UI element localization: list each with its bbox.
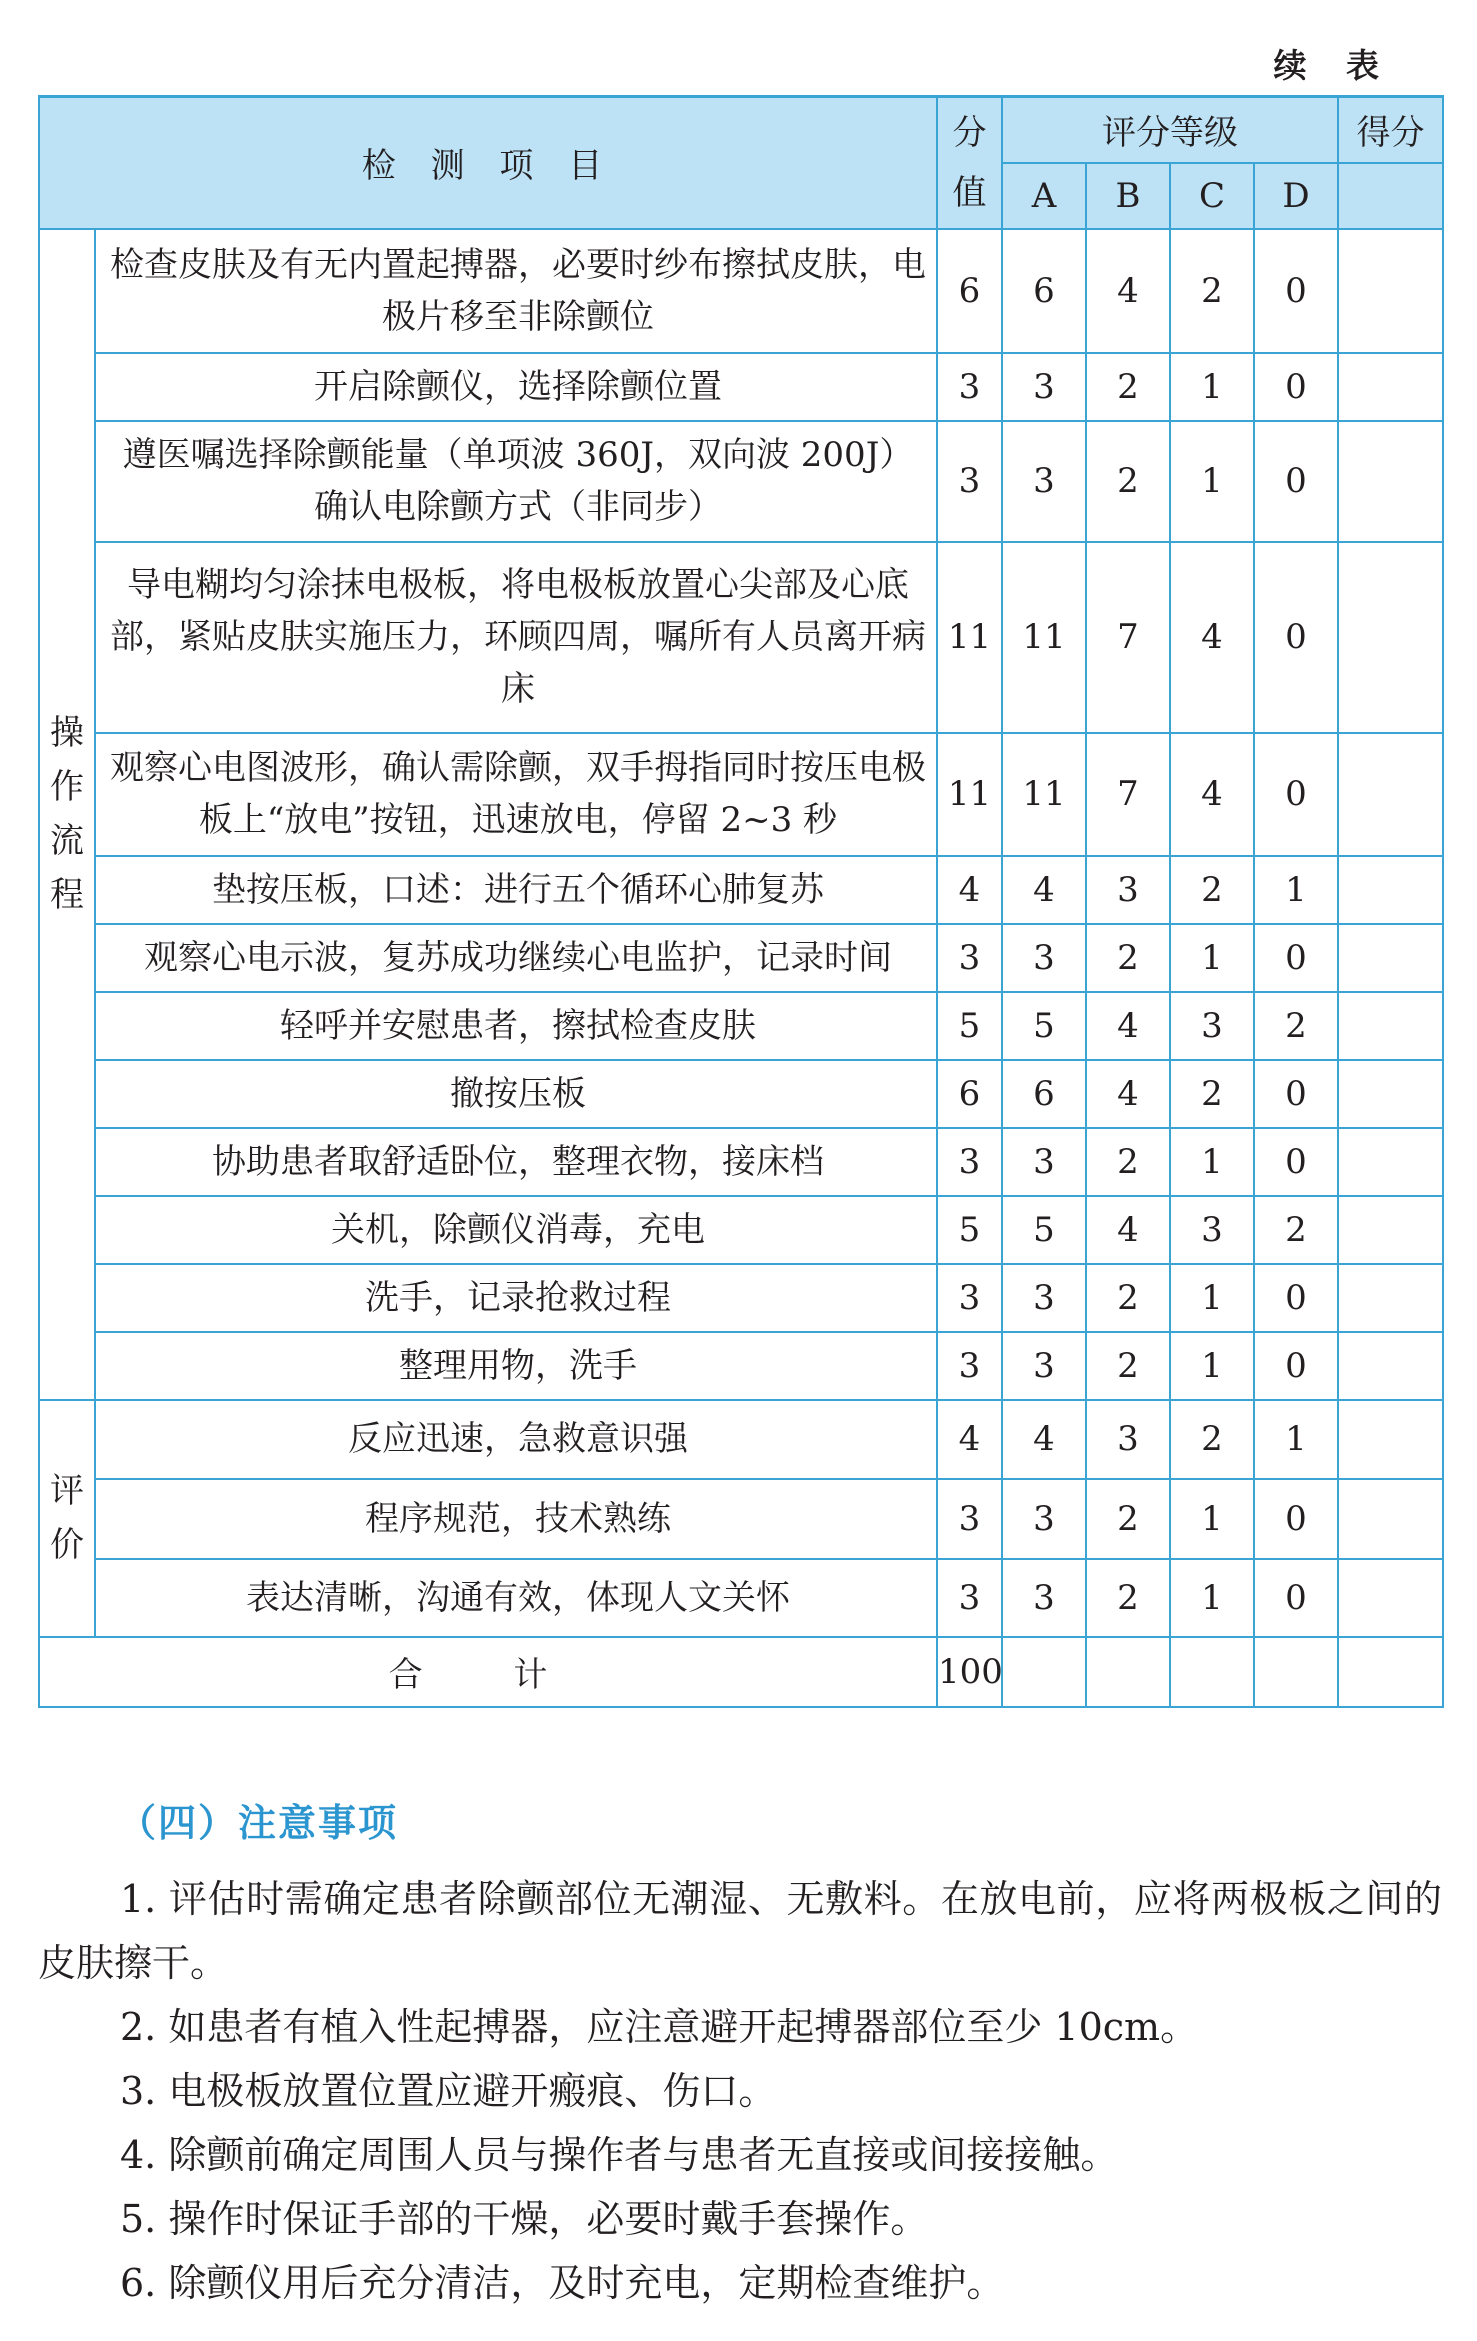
header-item: 检 测 项 目	[39, 97, 937, 229]
row-value: 11	[937, 733, 1002, 856]
table-body	[39, 229, 1443, 1707]
header-grade-group: 评分等级	[1002, 97, 1338, 163]
total-blank-cell	[1086, 1637, 1170, 1707]
row-score-cell	[1338, 542, 1443, 733]
total-label: 合 计	[39, 1637, 937, 1707]
category-operation: 操 作 流 程	[39, 229, 95, 1400]
note-item: 5. 操作时保证手部的干燥，必要时戴手套操作。	[120, 2197, 929, 2241]
table-row	[39, 856, 1443, 924]
row-grade-c: 1	[1170, 353, 1254, 421]
row-grade-a: 3	[1002, 924, 1086, 992]
row-score-cell	[1338, 1332, 1443, 1400]
note-item: 3. 电极板放置位置应避开瘢痕、伤口。	[120, 2069, 777, 2113]
row-value: 3	[937, 1264, 1002, 1332]
row-score-cell	[1338, 856, 1443, 924]
table-row	[39, 229, 1443, 353]
row-grade-a: 3	[1002, 1332, 1086, 1400]
table-row	[39, 353, 1443, 421]
row-grade-d: 2	[1254, 1196, 1338, 1264]
row-item: 轻呼并安慰患者，擦拭检查皮肤	[95, 992, 937, 1060]
row-grade-a: 3	[1002, 1128, 1086, 1196]
row-grade-d: 0	[1254, 1264, 1338, 1332]
row-grade-b: 4	[1086, 992, 1170, 1060]
row-grade-c: 2	[1170, 1400, 1254, 1479]
row-value: 3	[937, 1479, 1002, 1559]
table-row	[39, 542, 1443, 733]
row-score-cell	[1338, 353, 1443, 421]
row-grade-a: 3	[1002, 1264, 1086, 1332]
header-grade-d: D	[1254, 163, 1338, 229]
row-grade-d: 0	[1254, 1060, 1338, 1128]
row-grade-b: 2	[1086, 1264, 1170, 1332]
row-item: 观察心电示波，复苏成功继续心电监护，记录时间	[95, 924, 937, 992]
header-score-blank	[1338, 163, 1443, 229]
row-grade-b: 2	[1086, 353, 1170, 421]
row-grade-d: 2	[1254, 992, 1338, 1060]
total-value: 100	[937, 1637, 1002, 1707]
row-grade-b: 3	[1086, 856, 1170, 924]
row-grade-b: 2	[1086, 1332, 1170, 1400]
table-row	[39, 924, 1443, 992]
row-item: 关机，除颤仪消毒，充电	[95, 1196, 937, 1264]
row-value: 3	[937, 1332, 1002, 1400]
table-row	[39, 992, 1443, 1060]
row-item: 导电糊均匀涂抹电极板，将电极板放置心尖部及心底部，紧贴皮肤实施压力，环顾四周，嘱所有人员离开病床	[95, 542, 937, 733]
row-grade-b: 7	[1086, 542, 1170, 733]
row-score-cell	[1338, 229, 1443, 353]
row-value: 5	[937, 1196, 1002, 1264]
table-row	[39, 1128, 1443, 1196]
row-score-cell	[1338, 1479, 1443, 1559]
row-value: 11	[937, 542, 1002, 733]
row-item: 垫按压板，口述：进行五个循环心肺复苏	[95, 856, 937, 924]
row-grade-b: 3	[1086, 1400, 1170, 1479]
row-value: 5	[937, 992, 1002, 1060]
row-item: 检查皮肤及有无内置起搏器，必要时纱布擦拭皮肤，电极片移至非除颤位	[95, 229, 937, 353]
row-grade-b: 4	[1086, 1196, 1170, 1264]
notes-section	[38, 1792, 1442, 2315]
row-grade-d: 0	[1254, 229, 1338, 353]
row-score-cell	[1338, 992, 1443, 1060]
row-grade-c: 1	[1170, 1264, 1254, 1332]
row-grade-d: 0	[1254, 421, 1338, 542]
row-grade-d: 0	[1254, 733, 1338, 856]
table-row	[39, 1479, 1443, 1559]
notes-heading: （四）注意事项	[118, 1800, 399, 1845]
row-grade-d: 0	[1254, 542, 1338, 733]
row-grade-b: 4	[1086, 1060, 1170, 1128]
total-blank-cell	[1254, 1637, 1338, 1707]
row-grade-d: 0	[1254, 1479, 1338, 1559]
row-value: 4	[937, 1400, 1002, 1479]
header-score: 得分	[1338, 97, 1443, 163]
row-score-cell	[1338, 1060, 1443, 1128]
row-score-cell	[1338, 1559, 1443, 1637]
row-grade-c: 2	[1170, 229, 1254, 353]
header-grade-b: B	[1086, 163, 1170, 229]
row-grade-a: 6	[1002, 229, 1086, 353]
note-item: 2. 如患者有植入性起搏器，应注意避开起搏器部位至少 10cm。	[120, 2005, 1199, 2049]
row-grade-d: 1	[1254, 856, 1338, 924]
row-item: 开启除颤仪，选择除颤位置	[95, 353, 937, 421]
row-item: 遵医嘱选择除颤能量（单项波 360J，双向波 200J）确认电除颤方式（非同步）	[95, 421, 937, 542]
row-grade-d: 0	[1254, 353, 1338, 421]
row-grade-c: 1	[1170, 1332, 1254, 1400]
row-grade-c: 2	[1170, 1060, 1254, 1128]
row-grade-a: 3	[1002, 1479, 1086, 1559]
row-grade-a: 4	[1002, 1400, 1086, 1479]
row-grade-a: 11	[1002, 733, 1086, 856]
row-grade-a: 11	[1002, 542, 1086, 733]
row-grade-a: 3	[1002, 353, 1086, 421]
row-grade-c: 3	[1170, 1196, 1254, 1264]
row-item: 观察心电图波形，确认需除颤，双手拇指同时按压电极板上“放电”按钮，迅速放电，停留 2~3 秒	[95, 733, 937, 856]
table-row	[39, 1400, 1443, 1479]
row-grade-a: 5	[1002, 992, 1086, 1060]
row-item: 表达清晰，沟通有效，体现人文关怀	[95, 1559, 937, 1637]
table-row	[39, 733, 1443, 856]
row-item: 撤按压板	[95, 1060, 937, 1128]
row-grade-c: 4	[1170, 733, 1254, 856]
note-item: 6. 除颤仪用后充分清洁，及时充电，定期检查维护。	[120, 2261, 1005, 2305]
row-grade-d: 0	[1254, 1559, 1338, 1637]
row-grade-b: 4	[1086, 229, 1170, 353]
row-grade-d: 0	[1254, 924, 1338, 992]
header-grade-a: A	[1002, 163, 1086, 229]
header-value: 分 值	[937, 97, 1002, 229]
row-grade-d: 0	[1254, 1332, 1338, 1400]
page-continuation-label: 续 表	[1273, 46, 1393, 85]
row-grade-d: 0	[1254, 1128, 1338, 1196]
row-value: 3	[937, 924, 1002, 992]
notes-list	[38, 1867, 1442, 2315]
row-grade-b: 2	[1086, 924, 1170, 992]
row-grade-c: 1	[1170, 1559, 1254, 1637]
row-score-cell	[1338, 1128, 1443, 1196]
note-item: 4. 除颤前确定周围人员与操作者与患者无直接或间接接触。	[120, 2133, 1119, 2177]
row-grade-a: 3	[1002, 1559, 1086, 1637]
category-evaluation: 评 价	[39, 1400, 95, 1637]
row-score-cell	[1338, 1196, 1443, 1264]
row-grade-a: 4	[1002, 856, 1086, 924]
row-grade-c: 1	[1170, 1479, 1254, 1559]
row-item: 协助患者取舒适卧位，整理衣物，接床档	[95, 1128, 937, 1196]
table-row	[39, 1264, 1443, 1332]
row-score-cell	[1338, 924, 1443, 992]
row-grade-c: 1	[1170, 924, 1254, 992]
row-score-cell	[1338, 1400, 1443, 1479]
total-row	[39, 1637, 1443, 1707]
row-grade-c: 1	[1170, 1128, 1254, 1196]
row-grade-a: 6	[1002, 1060, 1086, 1128]
row-value: 3	[937, 1128, 1002, 1196]
row-item: 反应迅速，急救意识强	[95, 1400, 937, 1479]
row-grade-d: 1	[1254, 1400, 1338, 1479]
scoring-table-container	[38, 95, 1442, 1708]
scoring-table	[38, 95, 1444, 1708]
row-value: 3	[937, 1559, 1002, 1637]
table-row	[39, 1060, 1443, 1128]
table-row	[39, 421, 1443, 542]
row-item: 整理用物，洗手	[95, 1332, 937, 1400]
row-item: 程序规范，技术熟练	[95, 1479, 937, 1559]
row-grade-b: 2	[1086, 1559, 1170, 1637]
total-blank-cell	[1170, 1637, 1254, 1707]
row-grade-c: 3	[1170, 992, 1254, 1060]
note-item: 1. 评估时需确定患者除颤部位无潮湿、无敷料。在放电前，应将两极板之间的皮肤擦干。	[38, 1877, 1442, 1985]
row-grade-c: 4	[1170, 542, 1254, 733]
table-row	[39, 1559, 1443, 1637]
row-grade-c: 2	[1170, 856, 1254, 924]
table-row	[39, 1196, 1443, 1264]
row-value: 3	[937, 353, 1002, 421]
row-value: 6	[937, 229, 1002, 353]
total-blank-cell	[1338, 1637, 1443, 1707]
row-value: 4	[937, 856, 1002, 924]
row-value: 3	[937, 421, 1002, 542]
row-score-cell	[1338, 421, 1443, 542]
total-blank-cell	[1002, 1637, 1086, 1707]
table-row	[39, 1332, 1443, 1400]
row-item: 洗手，记录抢救过程	[95, 1264, 937, 1332]
row-grade-b: 2	[1086, 421, 1170, 542]
row-grade-b: 7	[1086, 733, 1170, 856]
row-score-cell	[1338, 733, 1443, 856]
row-score-cell	[1338, 1264, 1443, 1332]
row-grade-b: 2	[1086, 1128, 1170, 1196]
row-value: 6	[937, 1060, 1002, 1128]
row-grade-c: 1	[1170, 421, 1254, 542]
row-grade-a: 5	[1002, 1196, 1086, 1264]
header-grade-c: C	[1170, 163, 1254, 229]
row-grade-a: 3	[1002, 421, 1086, 542]
table-header	[39, 97, 1443, 229]
row-grade-b: 2	[1086, 1479, 1170, 1559]
